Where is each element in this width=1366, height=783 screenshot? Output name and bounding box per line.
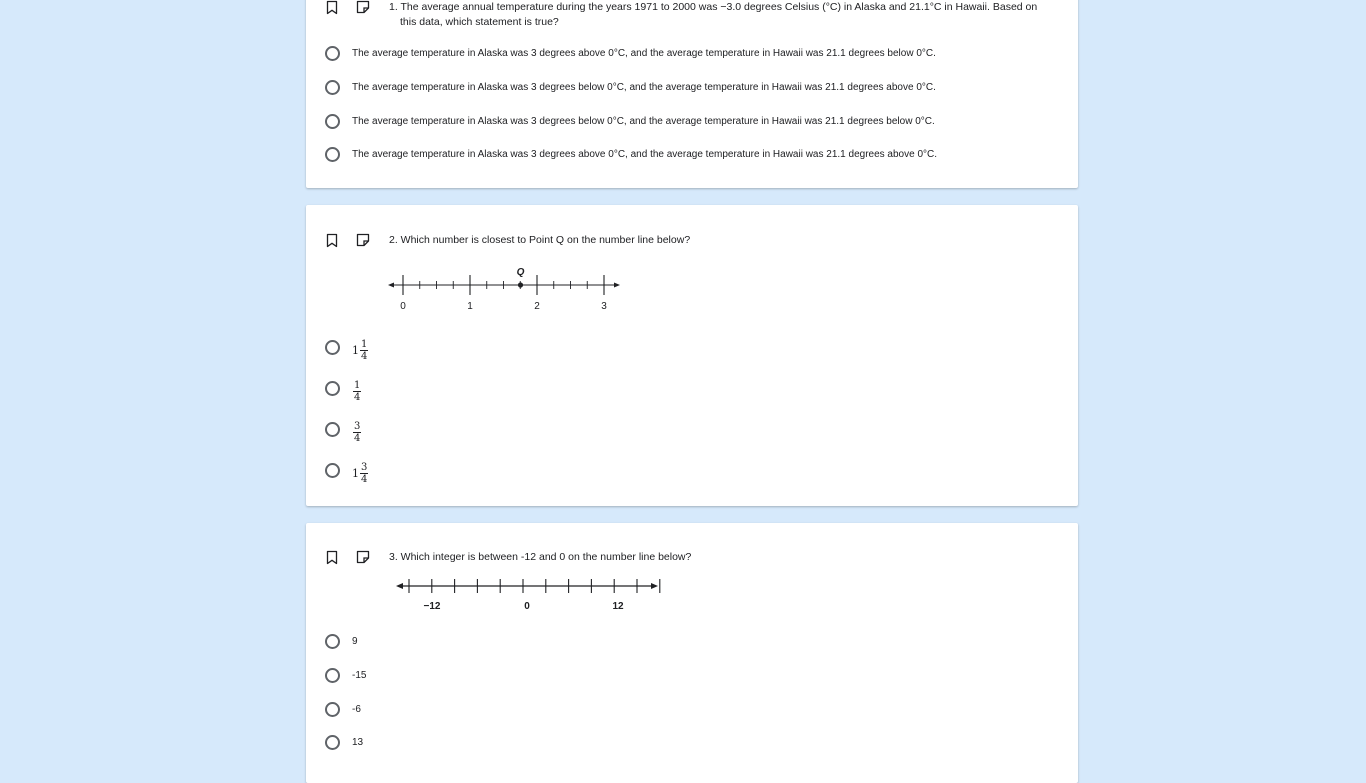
point-q-marker (518, 282, 523, 287)
tick-label: 3 (601, 301, 607, 312)
option-label: 9 (352, 636, 358, 647)
radio-button[interactable] (325, 381, 340, 396)
question-card-3 (306, 523, 1078, 783)
answer-option[interactable] (325, 735, 363, 750)
radio-button[interactable] (325, 668, 340, 683)
answer-option[interactable] (325, 374, 361, 403)
denominator: 4 (361, 351, 368, 362)
question-text: 2. Which number is closest to Point Q on the number line below? (389, 234, 691, 246)
mixed-number (352, 339, 368, 362)
tick-label: −12 (423, 601, 441, 612)
option-label: The average temperature in Alaska was 3 degrees above 0°C, and the average temperature in Hawaii was 21.1 degrees above 0°C. (352, 149, 938, 160)
option-label: The average temperature in Alaska was 3 degrees below 0°C, and the average temperature in Hawaii was 21.1 degrees above 0°C. (352, 82, 936, 93)
option-label: 13 (352, 737, 364, 748)
tick-label: 0 (400, 301, 406, 312)
point-q-label: Q (516, 267, 525, 278)
tick-label: 12 (612, 601, 624, 612)
left-arrow-icon (388, 283, 394, 288)
radio-button[interactable] (325, 147, 340, 162)
radio-button[interactable] (325, 114, 340, 129)
question-text: 3. Which integer is between -12 and 0 on the number line below? (389, 551, 692, 563)
left-arrow-icon (396, 583, 403, 589)
numerator: 3 (361, 462, 368, 473)
question-header-1 (326, 0, 1048, 30)
bookmark-icon[interactable] (326, 550, 340, 566)
option-label: -15 (352, 670, 367, 681)
answer-option[interactable] (325, 702, 361, 717)
question-card-2 (306, 205, 1078, 506)
number-line-figure (394, 576, 664, 616)
bookmark-icon[interactable] (326, 0, 340, 16)
fraction (353, 380, 361, 403)
answer-option[interactable] (325, 668, 366, 683)
option-label: -6 (352, 704, 361, 715)
radio-button[interactable] (325, 46, 340, 61)
answer-option[interactable] (325, 634, 358, 649)
answer-option[interactable] (325, 456, 368, 485)
numerator: 3 (354, 421, 361, 432)
whole-part: 1 (352, 467, 359, 480)
fraction (353, 421, 361, 444)
note-icon[interactable] (356, 233, 370, 249)
fraction-number (352, 421, 361, 444)
question-card-1 (306, 0, 1078, 188)
right-arrow-icon (614, 283, 620, 288)
answer-option[interactable] (325, 333, 368, 362)
answer-option[interactable] (325, 147, 937, 162)
question-text: 1. The average annual temperature during the years 1971 to 2000 was −3.0 degrees Celsius (°C) in Alaska and 21.1°C in Hawaii. Based on this data, which statement is true? (389, 1, 1038, 28)
option-label: The average temperature in Alaska was 3 degrees below 0°C, and the average temperature in Hawaii was 21.1 degrees below 0°C. (352, 116, 935, 127)
radio-button[interactable] (325, 340, 340, 355)
numerator: 1 (361, 339, 368, 350)
tick-label: 2 (534, 301, 540, 312)
answer-option[interactable] (325, 415, 361, 444)
denominator: 4 (354, 433, 361, 444)
denominator: 4 (361, 474, 368, 485)
whole-part: 1 (352, 344, 359, 357)
question-header-3 (326, 550, 1048, 566)
bookmark-icon[interactable] (326, 233, 340, 249)
denominator: 4 (354, 392, 361, 403)
radio-button[interactable] (325, 634, 340, 649)
radio-button[interactable] (325, 422, 340, 437)
answer-option[interactable] (325, 46, 936, 61)
radio-button[interactable] (325, 735, 340, 750)
fraction-number (352, 380, 361, 403)
radio-button[interactable] (325, 702, 340, 717)
radio-button[interactable] (325, 463, 340, 478)
right-arrow-icon (651, 583, 658, 589)
tick-label: 0 (524, 601, 530, 612)
note-icon[interactable] (356, 550, 370, 566)
number-line-figure (386, 263, 626, 315)
fraction (360, 462, 368, 485)
option-label: The average temperature in Alaska was 3 degrees above 0°C, and the average temperature in Hawaii was 21.1 degrees below 0°C. (352, 48, 936, 59)
answer-option[interactable] (325, 114, 935, 129)
answer-option[interactable] (325, 80, 936, 95)
question-header-2 (326, 233, 1048, 249)
radio-button[interactable] (325, 80, 340, 95)
mixed-number (352, 462, 368, 485)
note-icon[interactable] (356, 0, 370, 16)
tick-label: 1 (467, 301, 473, 312)
fraction (360, 339, 368, 362)
numerator: 1 (354, 380, 361, 391)
